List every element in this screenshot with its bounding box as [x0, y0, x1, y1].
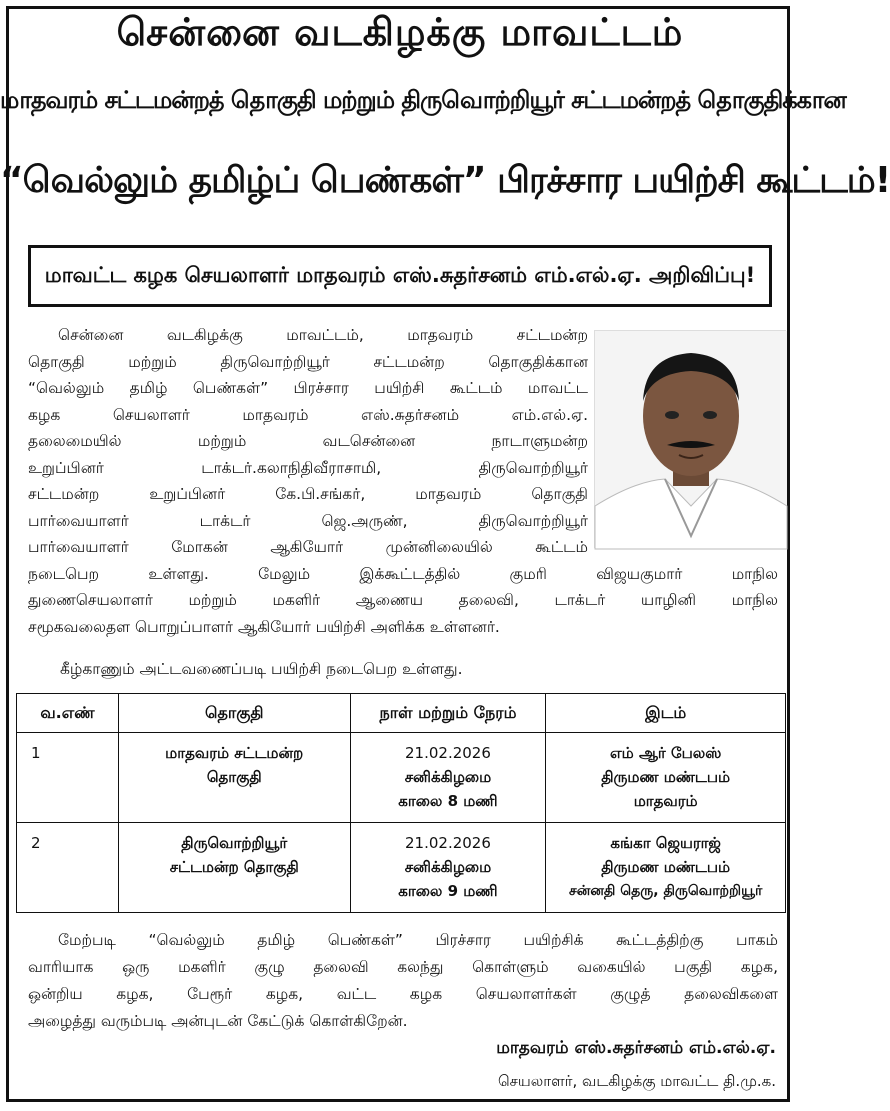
body-line: சென்னை வடகிழக்கு மாவட்டம், மாதவரம் சட்டமன்ற	[58, 326, 588, 344]
body-line: தலைமையில் மற்றும் வடசென்னை நாடாளுமன்ற	[28, 432, 588, 450]
cell-line: எம் ஆர் பேலஸ்	[609, 744, 722, 762]
cell-time: காலை 9 மணி	[398, 882, 498, 900]
signature-name: மாதவரம் எஸ்.சுதர்சனம் எம்.எல்.ஏ.	[496, 1038, 776, 1058]
row-venue	[546, 823, 786, 913]
cell-line: மாதவரம்	[633, 792, 698, 810]
table-row	[17, 823, 786, 913]
district-title: சென்னை வடகிழக்கு மாவட்டம்	[116, 10, 684, 54]
closing-line: வாரியாக ஒரு மகளிர் குழு தலைவி கலந்து கொள்ளும் வகையில் பகுதி கழக,	[28, 958, 778, 976]
body-line: கழக செயலாளர் மாதவரம் எஸ்.சுதர்சனம் எம்.எல்.ஏ.	[28, 405, 588, 424]
body-line: பார்வையாளர் மோகன் ஆகியோர் முன்னிலையில் கூட்டம்	[28, 538, 588, 556]
body-line: சட்டமன்ற உறுப்பினர் கே.பி.சங்கர், மாதவரம் தொகுதி	[28, 485, 588, 503]
cell-line: சன்னதி தெரு, திருவொற்றியூர்	[569, 883, 763, 899]
row-constituency	[118, 823, 350, 913]
row-constituency	[118, 733, 350, 823]
header-serial: வ.எண்	[17, 694, 119, 733]
cell-line: திருமண மண்டபம்	[601, 858, 731, 876]
cell-line: கங்கா ஜெயராஜ்	[610, 834, 721, 852]
header-constituency: தொகுதி	[118, 694, 350, 733]
row-datetime	[350, 733, 546, 823]
announcement-text: மாவட்ட கழக செயலாளர் மாதவரம் எஸ்.சுதர்சனம் எம்.எல்.ஏ. அறிவிப்பு!	[44, 262, 756, 287]
announcement-box	[28, 245, 772, 307]
row-venue	[546, 733, 786, 823]
closing-line: அழைத்து வரும்படி அன்புடன் கேட்டுக் கொள்கிறேன்.	[28, 1012, 408, 1030]
cell-day: சனிக்கிழமை	[404, 768, 492, 786]
cell-date: 21.02.2026	[405, 744, 491, 762]
body-line: பார்வையாளர் டாக்டர் ஜெ.அருண், திருவொற்றியூர்	[28, 511, 588, 530]
schedule-table	[16, 693, 786, 913]
cell-day: சனிக்கிழமை	[404, 858, 492, 876]
row-serial: 1	[17, 733, 119, 823]
schedule-note: கீழ்காணும் அட்டவணைப்படி பயிற்சி நடைபெற உள்ளது.	[60, 660, 463, 678]
body-line: நடைபெற உள்ளது. மேலும் இக்கூட்டத்தில் குமரி விஜயகுமார் மாநில	[28, 564, 778, 583]
cell-line: மாதவரம் சட்டமன்ற	[165, 744, 304, 762]
header-venue: இடம்	[546, 694, 786, 733]
closing-line: மேற்படி “வெல்லும் தமிழ் பெண்கள்” பிரச்சார பயிற்சிக் கூட்டத்திற்கு பாகம்	[58, 931, 778, 949]
cell-date: 21.02.2026	[405, 834, 491, 852]
table-header-row	[17, 694, 786, 733]
cell-line: திருவொற்றியூர்	[181, 834, 288, 852]
table-row	[17, 733, 786, 823]
body-line: சமூகவலைதள பொறுப்பாளர் ஆகியோர் பயிற்சி அளிக்க உள்ளனர்.	[28, 617, 500, 636]
body-paragraph	[28, 322, 778, 640]
row-datetime	[350, 823, 546, 913]
body-line: உறுப்பினர் டாக்டர்.கலாநிதிவீராசாமி, திருவொற்றியூர்	[28, 458, 588, 477]
event-title: “வெல்லும் தமிழ்ப் பெண்கள்” பிரச்சார பயிற்சி கூட்டம்!	[0, 160, 890, 201]
body-line: தொகுதி மற்றும் திருவொற்றியூர் சட்டமன்ற தொகுதிக்கான	[28, 352, 588, 371]
cell-time: காலை 8 மணி	[398, 792, 498, 810]
row-serial: 2	[17, 823, 119, 913]
closing-line: ஒன்றிய கழக, பேரூர் கழக, வட்ட கழக செயலாளர்கள் குழுத் தலைவிகளை	[28, 985, 778, 1003]
closing-paragraph	[28, 927, 778, 1035]
cell-line: திருமண மண்டபம்	[601, 768, 731, 786]
body-line: “வெல்லும் தமிழ் பெண்கள்” பிரச்சார பயிற்சி கூட்டம் மாவட்ட	[28, 379, 588, 397]
header-datetime: நாள் மற்றும் நேரம்	[350, 694, 546, 733]
body-line: துணைசெயலாளர் மற்றும் மகளிர் ஆணைய தலைவி, டாக்டர் யாழினி மாநில	[28, 591, 778, 609]
cell-line: தொகுதி	[206, 768, 262, 786]
cell-line: சட்டமன்ற தொகுதி	[169, 858, 299, 876]
constituency-subtitle: மாதவரம் சட்டமன்றத் தொகுதி மற்றும் திருவொற்றியூர் சட்டமன்றத் தொகுதிக்கான	[0, 86, 846, 114]
signature-role: செயலாளர், வடகிழக்கு மாவட்ட தி.மு.க.	[497, 1072, 776, 1090]
